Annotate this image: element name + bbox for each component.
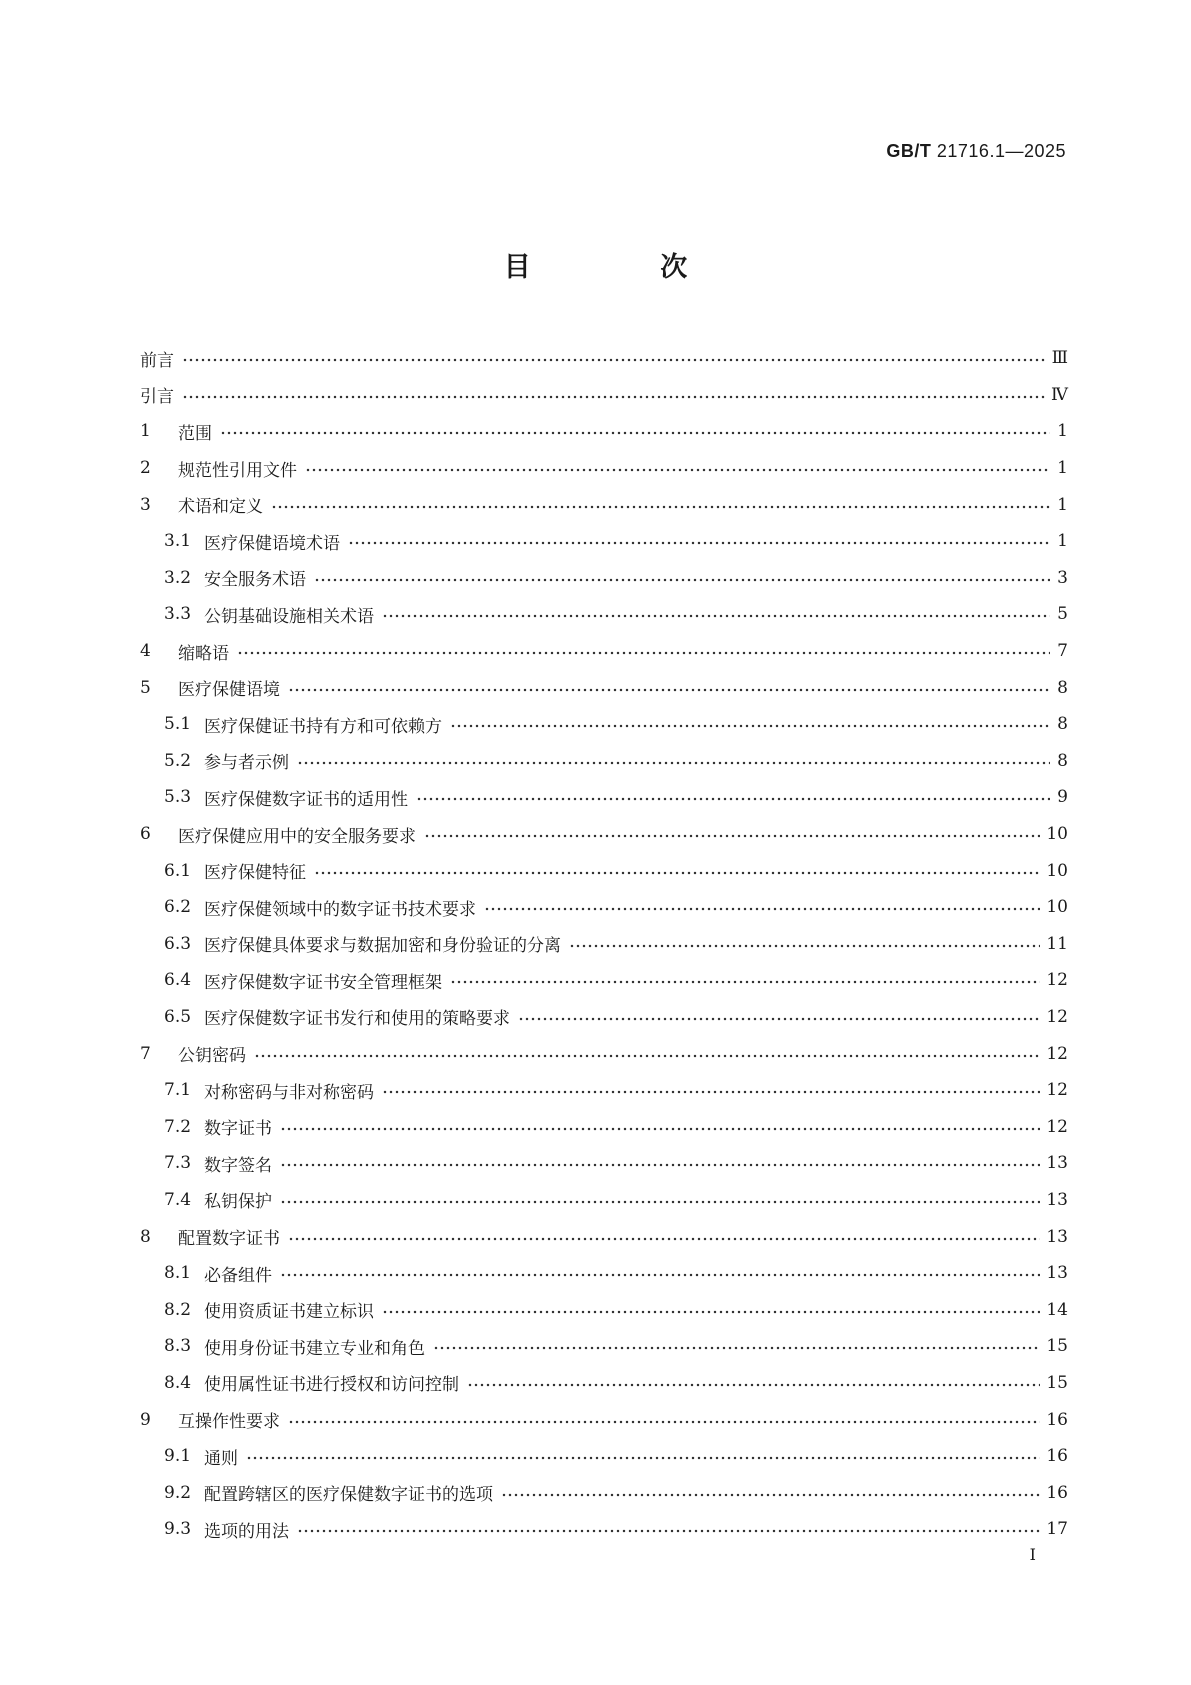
standard-code-prefix: GB/T	[886, 141, 932, 161]
toc-leader-dots	[182, 394, 1045, 400]
toc-entry-page: 13	[1046, 1263, 1068, 1284]
toc-entry-page: Ⅲ	[1051, 348, 1068, 369]
toc-leader-dots	[314, 577, 1050, 583]
toc-entry-number: 6.3	[164, 933, 192, 954]
toc-entry-label: 配置跨辖区的医疗保健数字证书的选项	[204, 1485, 493, 1506]
toc-entry-page: 8	[1057, 677, 1068, 698]
toc-leader-dots	[288, 1236, 1040, 1242]
toc-entry-number: 9	[140, 1409, 151, 1430]
toc-entry[interactable]	[140, 1145, 1068, 1182]
toc-entry-label: 使用身份证书建立专业和角色	[204, 1338, 425, 1359]
toc-entry-number: 7.2	[164, 1116, 192, 1137]
toc-entry-label: 使用资质证书建立标识	[204, 1302, 374, 1323]
toc-entry-label: 医疗保健语境	[178, 680, 280, 701]
toc-entry-label: 范围	[178, 423, 212, 444]
toc-leader-dots	[518, 1016, 1040, 1022]
toc-entry[interactable]	[140, 1035, 1068, 1072]
toc-entry[interactable]	[140, 377, 1068, 414]
toc-entry-page: 15	[1046, 1336, 1068, 1357]
toc-entry-label: 医疗保健数字证书安全管理框架	[204, 972, 442, 993]
toc-entry-page: 17	[1046, 1519, 1068, 1540]
toc-entry-page: 13	[1046, 1226, 1068, 1247]
toc-entry-label: 安全服务术语	[204, 570, 306, 591]
toc-entry-number: 6	[140, 824, 151, 845]
toc-entry-number: 9.2	[164, 1482, 192, 1503]
toc-entry-label: 必备组件	[204, 1265, 272, 1286]
toc-entry-label: 前言	[140, 350, 174, 371]
toc-entry-number: 3	[140, 494, 151, 515]
toc-entry-label: 参与者示例	[204, 753, 289, 774]
toc-entry-number: 7.3	[164, 1153, 192, 1174]
toc-leader-dots	[450, 979, 1040, 985]
toc-entry-label: 对称密码与非对称密码	[204, 1082, 374, 1103]
toc-entry-page: 13	[1046, 1153, 1068, 1174]
standard-code	[886, 141, 1066, 162]
toc-entry-label: 数字证书	[204, 1119, 272, 1140]
toc-entry[interactable]	[140, 633, 1068, 670]
toc-entry-number: 2	[140, 458, 151, 479]
toc-leader-dots	[305, 467, 1050, 473]
toc-entry[interactable]	[140, 669, 1068, 706]
toc-entry[interactable]	[140, 926, 1068, 963]
toc-entry-number: 4	[140, 641, 151, 662]
toc-entry-label: 医疗保健特征	[204, 863, 306, 884]
toc-entry-number: 6.4	[164, 970, 192, 991]
toc-leader-dots	[280, 1199, 1040, 1205]
toc-entry[interactable]	[140, 889, 1068, 926]
toc-entry[interactable]	[140, 450, 1068, 487]
toc-leader-dots	[288, 687, 1050, 693]
toc-entry-page: 14	[1046, 1299, 1068, 1320]
toc-entry[interactable]	[140, 1401, 1068, 1438]
toc-entry-number: 1	[140, 421, 151, 442]
toc-entry-label: 规范性引用文件	[178, 460, 297, 481]
toc-entry[interactable]	[140, 706, 1068, 743]
toc-entry-number: 7.4	[164, 1189, 192, 1210]
toc-entry-number: 3.2	[164, 567, 192, 588]
toc-entry-number: 3.3	[164, 604, 192, 625]
toc-entry[interactable]	[140, 1438, 1068, 1475]
standard-code-number: 21716.1—2025	[936, 141, 1066, 161]
toc-entry-number: 6.5	[164, 1006, 192, 1027]
toc-entry-label: 医疗保健数字证书发行和使用的策略要求	[204, 1009, 510, 1030]
toc-leader-dots	[382, 1309, 1040, 1315]
toc-leader-dots	[569, 943, 1040, 949]
toc-leader-dots	[182, 357, 1046, 363]
toc-entry-page: 12	[1046, 1080, 1068, 1101]
toc-entry-label: 医疗保健语境术语	[204, 533, 340, 554]
toc-leader-dots	[246, 1455, 1040, 1461]
toc-entry-page: 7	[1057, 641, 1068, 662]
toc-leader-dots	[484, 906, 1040, 912]
toc-leader-dots	[254, 1053, 1040, 1059]
toc-entry-number: 9.1	[164, 1446, 192, 1467]
toc-entry-label: 术语和定义	[178, 497, 263, 518]
toc-entry-page: Ⅳ	[1051, 384, 1068, 405]
toc-entry-number: 8.2	[164, 1299, 192, 1320]
toc-entry-page: 15	[1046, 1372, 1068, 1393]
toc-entry-number: 8.1	[164, 1263, 192, 1284]
toc-entry[interactable]	[140, 999, 1068, 1036]
toc-entry-label: 医疗保健领域中的数字证书技术要求	[204, 899, 476, 920]
toc-entry-page: 1	[1057, 421, 1068, 442]
toc-entry-page: 10	[1046, 897, 1068, 918]
toc-entry-label: 引言	[140, 387, 174, 408]
toc-entry-number: 8.4	[164, 1372, 192, 1393]
toc-leader-dots	[382, 1089, 1040, 1095]
toc-entry-page: 5	[1057, 604, 1068, 625]
toc-entry[interactable]	[140, 413, 1068, 450]
toc-entry[interactable]	[140, 560, 1068, 597]
toc-entry-label: 医疗保健具体要求与数据加密和身份验证的分离	[204, 936, 561, 957]
toc-leader-dots	[348, 540, 1050, 546]
toc-entry-number: 5.3	[164, 787, 192, 808]
page-title: 目 次	[503, 252, 748, 283]
toc-entry-number: 5.1	[164, 714, 192, 735]
toc-entry[interactable]	[140, 1474, 1068, 1511]
toc-entry-label: 医疗保健证书持有方和可依赖方	[204, 716, 442, 737]
toc-entry-number: 7	[140, 1043, 151, 1064]
toc-leader-dots	[280, 1162, 1040, 1168]
toc-leader-dots	[237, 650, 1050, 656]
toc-entry-label: 医疗保健应用中的安全服务要求	[178, 826, 416, 847]
toc-entry-page: 10	[1046, 824, 1068, 845]
toc-entry-page: 16	[1046, 1482, 1068, 1503]
toc-entry[interactable]	[140, 779, 1068, 816]
toc-entry-page: 1	[1057, 531, 1068, 552]
toc-entry-page: 1	[1057, 458, 1068, 479]
toc-entry-page: 12	[1046, 1006, 1068, 1027]
table-of-contents	[140, 340, 1068, 1548]
toc-entry-label: 互操作性要求	[178, 1412, 280, 1433]
toc-entry-page: 11	[1046, 933, 1068, 954]
toc-entry[interactable]	[140, 962, 1068, 999]
toc-leader-dots	[297, 1528, 1040, 1534]
toc-entry[interactable]	[140, 1328, 1068, 1365]
toc-leader-dots	[501, 1492, 1040, 1498]
toc-leader-dots	[297, 760, 1050, 766]
toc-entry-page: 9	[1057, 787, 1068, 808]
toc-entry-page: 16	[1046, 1446, 1068, 1467]
toc-entry-number: 5	[140, 677, 151, 698]
toc-entry-page: 8	[1057, 714, 1068, 735]
toc-entry[interactable]	[140, 523, 1068, 560]
toc-entry-number: 7.1	[164, 1080, 192, 1101]
toc-entry[interactable]	[140, 340, 1068, 377]
toc-entry-number: 5.2	[164, 750, 192, 771]
toc-entry-label: 医疗保健数字证书的适用性	[204, 789, 408, 810]
toc-entry[interactable]	[140, 852, 1068, 889]
page-folio: I	[1029, 1545, 1036, 1564]
toc-entry[interactable]	[140, 1365, 1068, 1402]
toc-leader-dots	[271, 504, 1050, 510]
toc-entry[interactable]	[140, 1218, 1068, 1255]
toc-entry-label: 公钥基础设施相关术语	[204, 606, 374, 627]
toc-leader-dots	[220, 430, 1050, 436]
toc-entry-page: 12	[1046, 1116, 1068, 1137]
toc-entry-number: 6.1	[164, 860, 192, 881]
toc-entry-label: 使用属性证书进行授权和访问控制	[204, 1375, 459, 1396]
toc-entry-label: 通则	[204, 1448, 238, 1469]
toc-entry-label: 私钥保护	[204, 1192, 272, 1213]
toc-entry-page: 10	[1046, 860, 1068, 881]
toc-entry-number: 6.2	[164, 897, 192, 918]
toc-leader-dots	[416, 796, 1050, 802]
toc-leader-dots	[280, 1126, 1040, 1132]
toc-leader-dots	[288, 1419, 1040, 1425]
toc-entry-number: 3.1	[164, 531, 192, 552]
toc-entry[interactable]	[140, 1182, 1068, 1219]
toc-entry-page: 16	[1046, 1409, 1068, 1430]
toc-entry-label: 选项的用法	[204, 1521, 289, 1542]
toc-entry[interactable]	[140, 596, 1068, 633]
toc-entry[interactable]	[140, 1291, 1068, 1328]
toc-leader-dots	[433, 1345, 1040, 1351]
toc-leader-dots	[280, 1272, 1040, 1278]
toc-entry-number: 8	[140, 1226, 151, 1247]
toc-entry-page: 1	[1057, 494, 1068, 515]
toc-entry-page: 12	[1046, 970, 1068, 991]
toc-entry-page: 8	[1057, 750, 1068, 771]
toc-leader-dots	[382, 613, 1050, 619]
toc-entry-label: 配置数字证书	[178, 1229, 280, 1250]
toc-entry-label: 数字签名	[204, 1155, 272, 1176]
toc-entry[interactable]	[140, 1255, 1068, 1292]
toc-entry-number: 8.3	[164, 1336, 192, 1357]
toc-entry-number: 9.3	[164, 1519, 192, 1540]
toc-entry[interactable]	[140, 1511, 1068, 1548]
toc-entry-page: 12	[1046, 1043, 1068, 1064]
toc-entry[interactable]	[140, 1072, 1068, 1109]
toc-entry-label: 缩略语	[178, 643, 229, 664]
toc-entry[interactable]	[140, 743, 1068, 780]
toc-leader-dots	[467, 1382, 1040, 1388]
toc-entry[interactable]	[140, 816, 1068, 853]
toc-leader-dots	[314, 870, 1040, 876]
toc-entry-page: 3	[1057, 567, 1068, 588]
toc-leader-dots	[450, 723, 1050, 729]
toc-entry[interactable]	[140, 486, 1068, 523]
toc-leader-dots	[424, 833, 1040, 839]
toc-entry-label: 公钥密码	[178, 1046, 246, 1067]
toc-entry[interactable]	[140, 1108, 1068, 1145]
toc-entry-page: 13	[1046, 1189, 1068, 1210]
